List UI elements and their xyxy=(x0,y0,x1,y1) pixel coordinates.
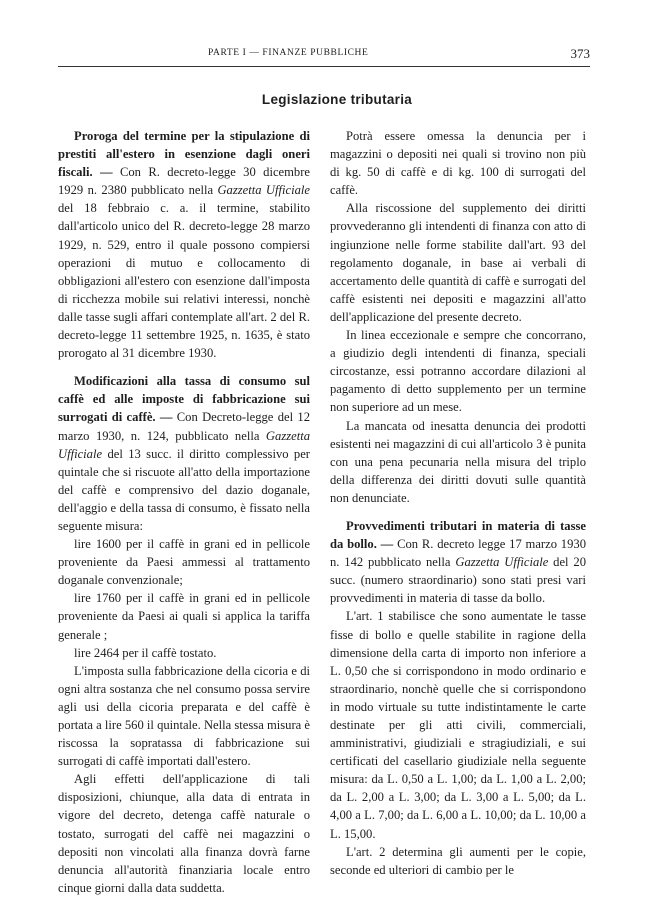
left-column xyxy=(58,127,310,897)
paragraph: Alla riscossione del supplemento dei diritti provvederanno gli intendenti di finanza con atto di ingiunzione nelle forme stabilite dall'art. 93 del regolamento doganale, in base ai verbali di accertamento delle quantità di caffè e surrogati del caffè esistenti nei depositi e magazzini all'atto dell'applicazione del presente decreto. xyxy=(330,201,586,324)
paragraph: Potrà essere omessa la denuncia per i magazzini o depositi nei quali si trovino non più di kg. 50 di caffè e di kg. 100 di surrogati del caffè. xyxy=(330,129,586,198)
article-text: Con Decreto-legge del 12 marzo 1930, n. 124, pubblicato nella xyxy=(58,410,310,443)
list-item: lire 1760 per il caffè in grani ed in pellicole proveniente da Paesi ai quali si applica la tariffa generale ; xyxy=(58,591,310,642)
article-text: Con R. decreto-legge 30 dicembre 1929 n. 2380 pubblicato nella xyxy=(58,165,310,198)
article-text: Con R. decreto legge 17 marzo 1930 n. 142 pubblicato nella xyxy=(330,537,586,570)
article-caffe xyxy=(58,372,310,535)
article-text: del 18 febbraio c. a. il termine, stabilito dall'articolo unico del R. decreto-legge 28 marzo 1929, n. 529, entro il quale possono compiersi operazioni di mutuo e collocamento di obbligazioni all'estero con esenzione dall'imposta di ricchezza mobile sui relativi interessi, nonchè dalle tasse sugli affari contemplate all'art. 2 del R. decreto-legge 11 settembre 1925, n. 1635, è stato prorogato al 31 dicembre 1930. xyxy=(58,201,310,361)
header-divider xyxy=(58,66,590,67)
paragraph: La mancata od inesatta denuncia dei prodotti esistenti nei magazzini di cui all'articolo 3 è punita con una pena pecunaria nella misura del triplo della differenza dei diritti dovuti sulle quantità non denunciate. xyxy=(330,418,586,505)
article-text: del 20 succ. (numero straordinario) sono stati presi vari provvedimenti in materia di tasse da bollo. xyxy=(330,555,586,606)
gazette-name: Gazzetta Ufficiale xyxy=(455,555,549,570)
paragraph: Agli effetti dell'applicazione di tali disposizioni, chiunque, alla data di entrata in vigore del decreto, detenga caffè naturale o tostato, surrogati del caffè nei magazzini o depositi non vincolati alla finanza dovrà farne denuncia all'autorità finanziaria locale entro cinque giorni dalla data suddetta. xyxy=(58,772,310,895)
paragraph: In linea eccezionale e sempre che concorrano, a giudizio degli intendenti di finanza, speciali circostanze, essi potranno accordare dilazioni al pagamento di detto supplemento per un termine non superiore ad un mese. xyxy=(330,328,586,415)
page-number: 373 xyxy=(570,46,590,61)
section-title: Legislazione tributaria xyxy=(261,92,413,107)
header-title: PARTE I — FINANZE PUBBLICHE xyxy=(208,48,369,58)
paragraph: L'imposta sulla fabbricazione della cicoria e di ogni altra sostanza che nel consumo possa servire agli usi della cicoria preparata e del caffè è portata a lire 560 il quintale. Nella stessa misura è riscossa la sopratassa di fabbricazione sui surrogati di caffè importati dall'estero. xyxy=(58,663,310,769)
paragraph: L'art. 2 determina gli aumenti per le copie, seconde ed ulteriori di cambio per le xyxy=(330,844,586,877)
article-heading: Modificazioni alla tassa di consumo sul caffè ed alle imposte di fabbricazione sui surrogati di caffè. — xyxy=(58,374,310,425)
gazette-name: Gazzetta Ufficiale xyxy=(58,428,310,461)
running-header xyxy=(58,48,590,62)
right-column xyxy=(330,127,586,879)
article-bollo xyxy=(330,517,586,607)
gazette-name: Gazzetta Ufficiale xyxy=(217,183,310,198)
article-heading: Proroga del termine per la stipulazione di prestiti all'estero in esenzione dagli oneri fiscali. — xyxy=(58,129,310,180)
article-heading: Provvedimenti tributari in materia di tasse da bollo. — xyxy=(330,518,586,552)
article-proroga xyxy=(58,127,310,362)
paragraph: L'art. 1 stabilisce che sono aumentate le tasse fisse di bollo e quelle stabilite in ragione della dimensione della carta di importo non inferiore a L. 0,50 che si corrispondono in modo ordinario e straordinario, nonchè quelle che si corrispondono in modo virtuale su tutte indistintamente le carte destinate per gli atti civili, commerciali, amministrativi, giudiziali e stragiudiziali, e sui certificati del casellario giudiziale nella seguente misura: da L. 0,50 a L. 1,00; da L. 1,00 a L. 2,00; da L. 2,00 a L. 3,00; da L. 3,00 a L. 5,00; da L. 4,00 a L. 7,00; da L. 6,00 a L. 10,00; da L. 10,00 a L. 15,00. xyxy=(330,609,586,841)
list-item: lire 2464 per il caffè tostato. xyxy=(74,645,217,660)
list-item: lire 1600 per il caffè in grani ed in pellicole proveniente da Paesi ammessi al trattamento doganale convenzionale; xyxy=(58,537,310,588)
article-text: del 13 succ. il diritto complessivo per quintale che si riscuote all'atto della importazione del caffè e comprensivo del dazio doganale, dell'aggio e della tassa di consumo, è fissato nella seguente misura: xyxy=(58,446,310,533)
